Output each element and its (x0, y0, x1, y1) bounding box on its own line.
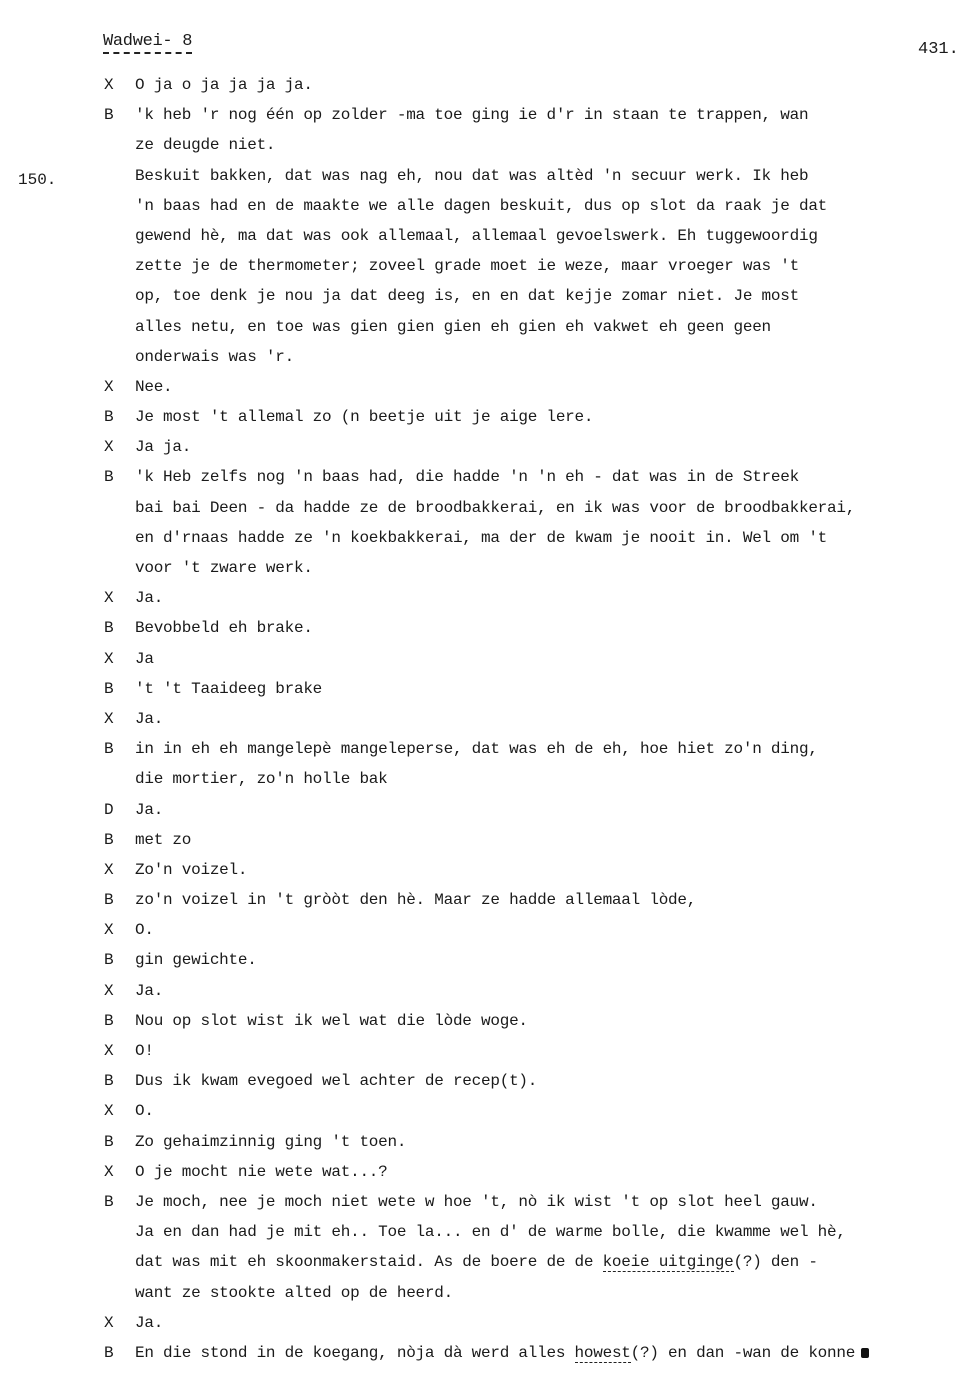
line-text: Ja. (135, 800, 164, 819)
speaker-label: B (104, 1192, 114, 1211)
transcript-turn (0, 1096, 973, 1126)
speech-line (135, 100, 965, 130)
speech-text (135, 402, 965, 432)
speaker-label: B (104, 951, 114, 970)
line-text: O. (135, 921, 154, 940)
speech-line (135, 1066, 965, 1096)
speech-line (135, 553, 965, 583)
transcript-turn (0, 70, 973, 100)
line-text: die mortier, zo'n holle bak (135, 770, 388, 789)
speech-text (135, 734, 965, 794)
speech-line (135, 734, 965, 764)
line-text: Je moch, nee je moch niet wete w hoe 't, nò ik wist 't op slot heel gauw. (135, 1192, 818, 1211)
uncertain-word: howest (574, 1343, 631, 1362)
speech-line (135, 583, 965, 613)
line-text: in in eh eh mangelepè mangeleperse, dat was eh de eh, hoe hiet zo'n ding, (135, 740, 818, 759)
transcript-turn (0, 462, 973, 583)
transcript-turn (0, 1127, 973, 1157)
transcript-turn (0, 432, 973, 462)
speech-line (135, 915, 965, 945)
line-text: gewend hè, ma dat was ook allemaal, allemaal gevoelswerk. Eh tuggewoordig (135, 226, 818, 245)
speech-text (135, 915, 965, 945)
transcript-turn (0, 734, 973, 794)
page-end-mark-icon (861, 1348, 869, 1358)
speaker-label: X (104, 921, 114, 940)
speech-line (135, 764, 965, 794)
line-text: Bevobbeld eh brake. (135, 619, 313, 638)
line-text: En die stond in de koegang, nòja dà werd alles (135, 1343, 575, 1362)
speech-line (135, 1096, 965, 1126)
speech-text (135, 1187, 965, 1308)
transcript-turn (0, 372, 973, 402)
speech-line (135, 312, 965, 342)
speech-text (135, 372, 965, 402)
transcript-turn (0, 704, 973, 734)
speech-text (135, 1308, 965, 1338)
speech-text (135, 855, 965, 885)
line-text: 'k heb 'r nog één op zolder -ma toe ging ie d'r in staan te trappen, wan (135, 106, 809, 125)
speech-line (135, 644, 965, 674)
speech-line (135, 1036, 965, 1066)
speech-line (135, 191, 965, 221)
speech-text (135, 1127, 965, 1157)
document-title (103, 32, 192, 51)
line-text: ze deugde niet. (135, 136, 276, 155)
speech-line (135, 1278, 965, 1308)
speech-line (135, 1308, 965, 1338)
line-text: Ja (135, 649, 154, 668)
speech-line (135, 1247, 965, 1277)
page-number: 431. (918, 40, 959, 59)
line-text: zette je de thermometer; zoveel grade moet ie weze, maar vroeger was 't (135, 257, 799, 276)
line-text: gin gewichte. (135, 951, 257, 970)
speaker-label: D (104, 800, 114, 819)
speech-text (135, 100, 965, 160)
speaker-label: X (104, 377, 114, 396)
speech-text (135, 1338, 965, 1368)
speech-line (135, 885, 965, 915)
line-text: want ze stookte alted op de heerd. (135, 1283, 453, 1302)
speaker-label: X (104, 860, 114, 879)
speech-line (135, 1127, 965, 1157)
speaker-label: B (104, 679, 114, 698)
speech-line (135, 613, 965, 643)
transcript-turn (0, 1006, 973, 1036)
speech-line (135, 1217, 965, 1247)
speech-line (135, 945, 965, 975)
speech-text (135, 1036, 965, 1066)
speech-line (135, 1187, 965, 1217)
transcript-turn (0, 1187, 973, 1308)
speech-text (135, 1066, 965, 1096)
line-text: Nee. (135, 377, 173, 396)
line-text: bai bai Deen - da hadde ze de broodbakkerai, en ik was voor de broodbakkerai, (135, 498, 856, 517)
line-text: Ja. (135, 709, 164, 728)
line-text: met zo (135, 830, 192, 849)
speech-line (135, 795, 965, 825)
speech-text (135, 462, 965, 583)
speech-line (135, 161, 965, 191)
line-text: 'n baas had en de maakte we alle dagen beskuit, dus op slot da raak je dat (135, 196, 828, 215)
transcript-turn (0, 674, 973, 704)
title-text: Wadwei- 8 (103, 32, 192, 54)
speech-line (135, 342, 965, 372)
speaker-label: B (104, 1343, 114, 1362)
transcript-turn (0, 100, 973, 160)
line-text: O. (135, 1102, 154, 1121)
transcript-turn (0, 613, 973, 643)
speech-line (135, 70, 965, 100)
line-text: Ja en dan had je mit eh.. Toe la... en d' de warme bolle, die kwamme wel hè, (135, 1223, 846, 1242)
line-text: O ja o ja ja ja ja. (135, 76, 313, 94)
speaker-label: B (104, 891, 114, 910)
speaker-label: X (104, 709, 114, 728)
line-text: op, toe denk je nou ja dat deeg is, en en dat kejje zomar niet. Je most (135, 287, 799, 306)
transcript-turn (0, 1066, 973, 1096)
transcript-turn (0, 976, 973, 1006)
uncertain-word: koeie uitginge (602, 1253, 734, 1272)
speaker-label: X (104, 1313, 114, 1332)
speech-line (135, 976, 965, 1006)
speech-text (135, 70, 965, 100)
speech-line (135, 825, 965, 855)
line-text: O! (135, 1042, 154, 1060)
speech-text (135, 583, 965, 613)
speech-line (135, 523, 965, 553)
speaker-label: X (104, 589, 114, 608)
transcript-turn (0, 1338, 973, 1368)
transcript-turn (0, 1157, 973, 1187)
speech-line (135, 1157, 965, 1187)
speech-text (135, 1096, 965, 1126)
speech-text (135, 945, 965, 975)
line-text: Je most 't allemal zo (n beetje uit je aige lere. (135, 408, 594, 427)
line-text: Beskuit bakken, dat was nag eh, nou dat was altèd 'n secuur werk. Ik heb (135, 166, 809, 185)
speech-line (135, 221, 965, 251)
speech-text (135, 613, 965, 643)
transcript-turn (0, 644, 973, 674)
speech-line (135, 251, 965, 281)
line-number-marker: 150. (18, 171, 57, 189)
speaker-label: B (104, 106, 114, 125)
speech-text (135, 976, 965, 1006)
speaker-label: X (104, 649, 114, 668)
line-text: (?) en dan -wan de konne (630, 1343, 856, 1362)
speech-text (135, 1006, 965, 1036)
speaker-label: B (104, 408, 114, 427)
transcript-turn (0, 161, 973, 372)
speech-line (135, 402, 965, 432)
speaker-label: X (104, 438, 114, 457)
line-text: 'k Heb zelfs nog 'n baas had, die hadde 'n 'n eh - dat was in de Streek (135, 468, 799, 487)
speech-text (135, 885, 965, 915)
speech-line (135, 462, 965, 492)
transcript-turn (0, 795, 973, 825)
speech-text (135, 795, 965, 825)
line-text: en d'rnaas hadde ze 'n koekbakkerai, ma der de kwam je nooit in. Wel om 't (135, 528, 828, 547)
transcript-turn (0, 915, 973, 945)
transcript-turn (0, 1308, 973, 1338)
line-text: O je mocht nie wete wat...? (135, 1162, 388, 1181)
speaker-label: B (104, 1132, 114, 1151)
line-text: zo'n voizel in 't gròòt den hè. Maar ze hadde allemaal lòde, (135, 891, 697, 910)
line-text: Nou op slot wist ik wel wat die lòde woge. (135, 1011, 528, 1030)
speech-line (135, 130, 965, 160)
speech-text (135, 432, 965, 462)
speech-text (135, 644, 965, 674)
line-text: Zo gehaimzinnig ging 't toen. (135, 1132, 407, 1151)
transcript-turn (0, 402, 973, 432)
speaker-label: B (104, 468, 114, 487)
speaker-label: X (104, 1102, 114, 1121)
speech-line (135, 704, 965, 734)
line-text: Ja. (135, 589, 164, 608)
speech-line (135, 281, 965, 311)
line-text: (?) den - (733, 1253, 818, 1272)
line-text: Ja ja. (135, 438, 192, 457)
speech-text (135, 704, 965, 734)
speaker-label: B (104, 830, 114, 849)
line-text: dat was mit eh skoonmakerstaid. As de boere de de (135, 1253, 603, 1272)
speaker-label: X (104, 1042, 114, 1060)
speech-text (135, 161, 965, 372)
speaker-label: B (104, 1011, 114, 1030)
transcript-turn (0, 855, 973, 885)
speech-line (135, 432, 965, 462)
speaker-label: X (104, 76, 114, 94)
speaker-label: X (104, 1162, 114, 1181)
line-text: alles netu, en toe was gien gien gien eh gien eh vakwet eh geen geen (135, 317, 771, 336)
line-text: Ja. (135, 981, 164, 1000)
speaker-label: B (104, 619, 114, 638)
speech-line (135, 493, 965, 523)
line-text: onderwais was 'r. (135, 347, 294, 366)
speech-line (135, 1338, 965, 1368)
line-text: voor 't zware werk. (135, 559, 313, 577)
speech-line (135, 674, 965, 704)
line-text: Dus ik kwam evegoed wel achter de recep(t). (135, 1072, 538, 1091)
line-text: 't 't Taaideeg brake (135, 679, 323, 698)
transcript-turn (0, 583, 973, 613)
speaker-label (104, 161, 124, 191)
line-text: Ja. (135, 1313, 164, 1332)
speech-line (135, 855, 965, 885)
speech-text (135, 825, 965, 855)
speech-text (135, 674, 965, 704)
transcript-body (0, 70, 973, 1368)
speech-text (135, 1157, 965, 1187)
transcript-turn (0, 825, 973, 855)
speaker-label: B (104, 1072, 114, 1091)
line-text: Zo'n voizel. (135, 860, 248, 879)
speech-line (135, 372, 965, 402)
speaker-label: X (104, 981, 114, 1000)
speaker-label: B (104, 740, 114, 759)
speech-line (135, 1006, 965, 1036)
transcript-turn (0, 885, 973, 915)
transcript-turn (0, 1036, 973, 1066)
transcript-turn (0, 945, 973, 975)
